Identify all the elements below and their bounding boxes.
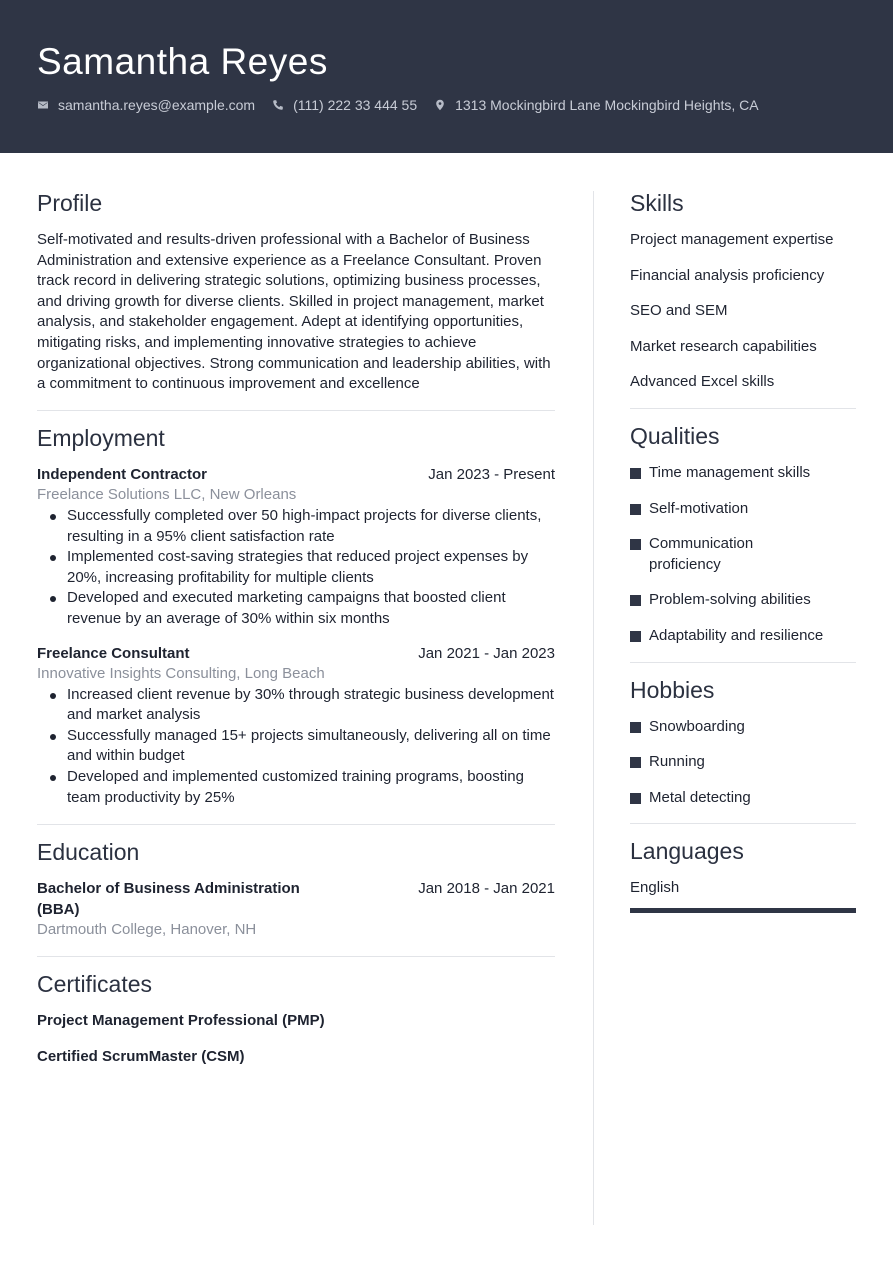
job-title: Independent Contractor [37, 465, 208, 483]
section-title: Certificates [37, 971, 153, 998]
language-level-bar [630, 908, 856, 913]
main-column [37, 187, 555, 1067]
mail-icon [37, 99, 49, 111]
certificate-item: Project Management Professional (PMP) [37, 1012, 325, 1030]
list-item: Successfully completed over 50 high-impact projects for diverse clients, resulting in a 95% client satisfaction rate [37, 506, 555, 547]
hobby-item: Metal detecting [630, 788, 856, 809]
job-organization: Freelance Solutions LLC, New Orleans [37, 486, 297, 504]
hobby-item: Snowboarding [630, 717, 856, 738]
education-entry [37, 879, 555, 941]
job-entry [37, 644, 555, 809]
column-divider [593, 191, 594, 1225]
list-item: Developed and implemented customized training programs, boosting team productivity by 25% [37, 767, 555, 808]
section-divider [630, 408, 856, 409]
section-divider [630, 662, 856, 663]
section-divider [37, 410, 555, 411]
location-pin-icon [434, 99, 446, 111]
section-divider [630, 823, 856, 824]
contact-info [37, 96, 776, 114]
skill-item: SEO and SEM [630, 302, 728, 320]
job-title: Freelance Consultant [37, 644, 190, 662]
contact-email [37, 97, 255, 113]
quality-item: Time management skills [630, 463, 856, 484]
list-item: Increased client revenue by 30% through strategic business development and market analysis [37, 685, 555, 726]
job-date: Jan 2023 - Present [428, 465, 555, 483]
address-text: 1313 Mockingbird Lane Mockingbird Heights, CA [455, 97, 759, 113]
skill-item: Project management expertise [630, 231, 834, 248]
education-date: Jan 2018 - Jan 2021 [418, 880, 555, 898]
section-divider [37, 956, 555, 957]
section-title: Hobbies [630, 676, 715, 703]
list-item: Developed and executed marketing campaigns that boosted client revenue by an average of 30% within six months [37, 588, 555, 629]
language-level-fill [630, 908, 856, 913]
phone-text[interactable]: (111) 222 33 444 55 [293, 97, 418, 113]
section-title: Education [37, 839, 140, 866]
skills-section [630, 187, 856, 393]
job-organization: Innovative Insights Consulting, Long Beach [37, 665, 325, 683]
qualities-section [630, 420, 856, 647]
hobby-item: Running [630, 752, 856, 773]
job-entry [37, 465, 555, 630]
quality-item: Adaptability and resilience [630, 626, 856, 647]
quality-item: Self-motivation [630, 499, 856, 520]
hobbies-section [630, 674, 856, 809]
job-bullets [37, 685, 555, 809]
certificates-section [37, 968, 555, 1067]
list-item: Successfully managed 15+ projects simultaneously, delivering all on time and within budget [37, 726, 555, 767]
phone-icon [272, 99, 284, 111]
section-title: Employment [37, 424, 165, 451]
school-name: Dartmouth College, Hanover, NH [37, 921, 257, 939]
job-bullets [37, 506, 555, 630]
section-divider [37, 824, 555, 825]
languages-section [630, 835, 856, 913]
language-name: English [630, 879, 680, 897]
contact-address [434, 97, 759, 113]
quality-item: Communication proficiency [630, 534, 810, 575]
employment-section [37, 422, 555, 809]
contact-phone [272, 97, 417, 113]
education-header [37, 879, 555, 920]
candidate-name: Samantha Reyes [37, 41, 328, 82]
skill-item: Market research capabilities [630, 337, 817, 355]
job-header [37, 465, 555, 486]
profile-section [37, 187, 555, 395]
section-title: Qualities [630, 422, 720, 449]
skill-item: Advanced Excel skills [630, 373, 775, 391]
job-date: Jan 2021 - Jan 2023 [418, 644, 555, 662]
side-column [630, 187, 856, 913]
degree-title: Bachelor of Business Administration (BBA) [37, 880, 300, 918]
skill-item: Financial analysis proficiency [630, 266, 825, 284]
certificate-item: Certified ScrumMaster (CSM) [37, 1047, 245, 1065]
list-item: Implemented cost-saving strategies that reduced project expenses by 20%, increasing profitability for multiple clients [37, 547, 555, 588]
section-title: Profile [37, 190, 103, 216]
email-text[interactable]: samantha.reyes@example.com [58, 97, 256, 113]
education-section [37, 836, 555, 941]
profile-text: Self-motivated and results-driven professional with a Bachelor of Business Administration and extensive experience as a Freelance Consultant. Proven track record in delivering strategic solutions, optimizing business processes, and driving growth for diverse clients. Skilled in project management, market analysis, and stakeholder engagement. Adept at identifying opportunities, mitigating risks, and implementing innovative strategies to achieve organizational objectives. Strong communication and leadership abilities, with a commitment to continuous improvement and excellence [37, 231, 551, 393]
quality-item: Problem-solving abilities [630, 590, 856, 611]
job-header [37, 644, 555, 665]
resume-header [0, 0, 893, 153]
section-title: Languages [630, 838, 744, 865]
section-title: Skills [630, 190, 684, 216]
